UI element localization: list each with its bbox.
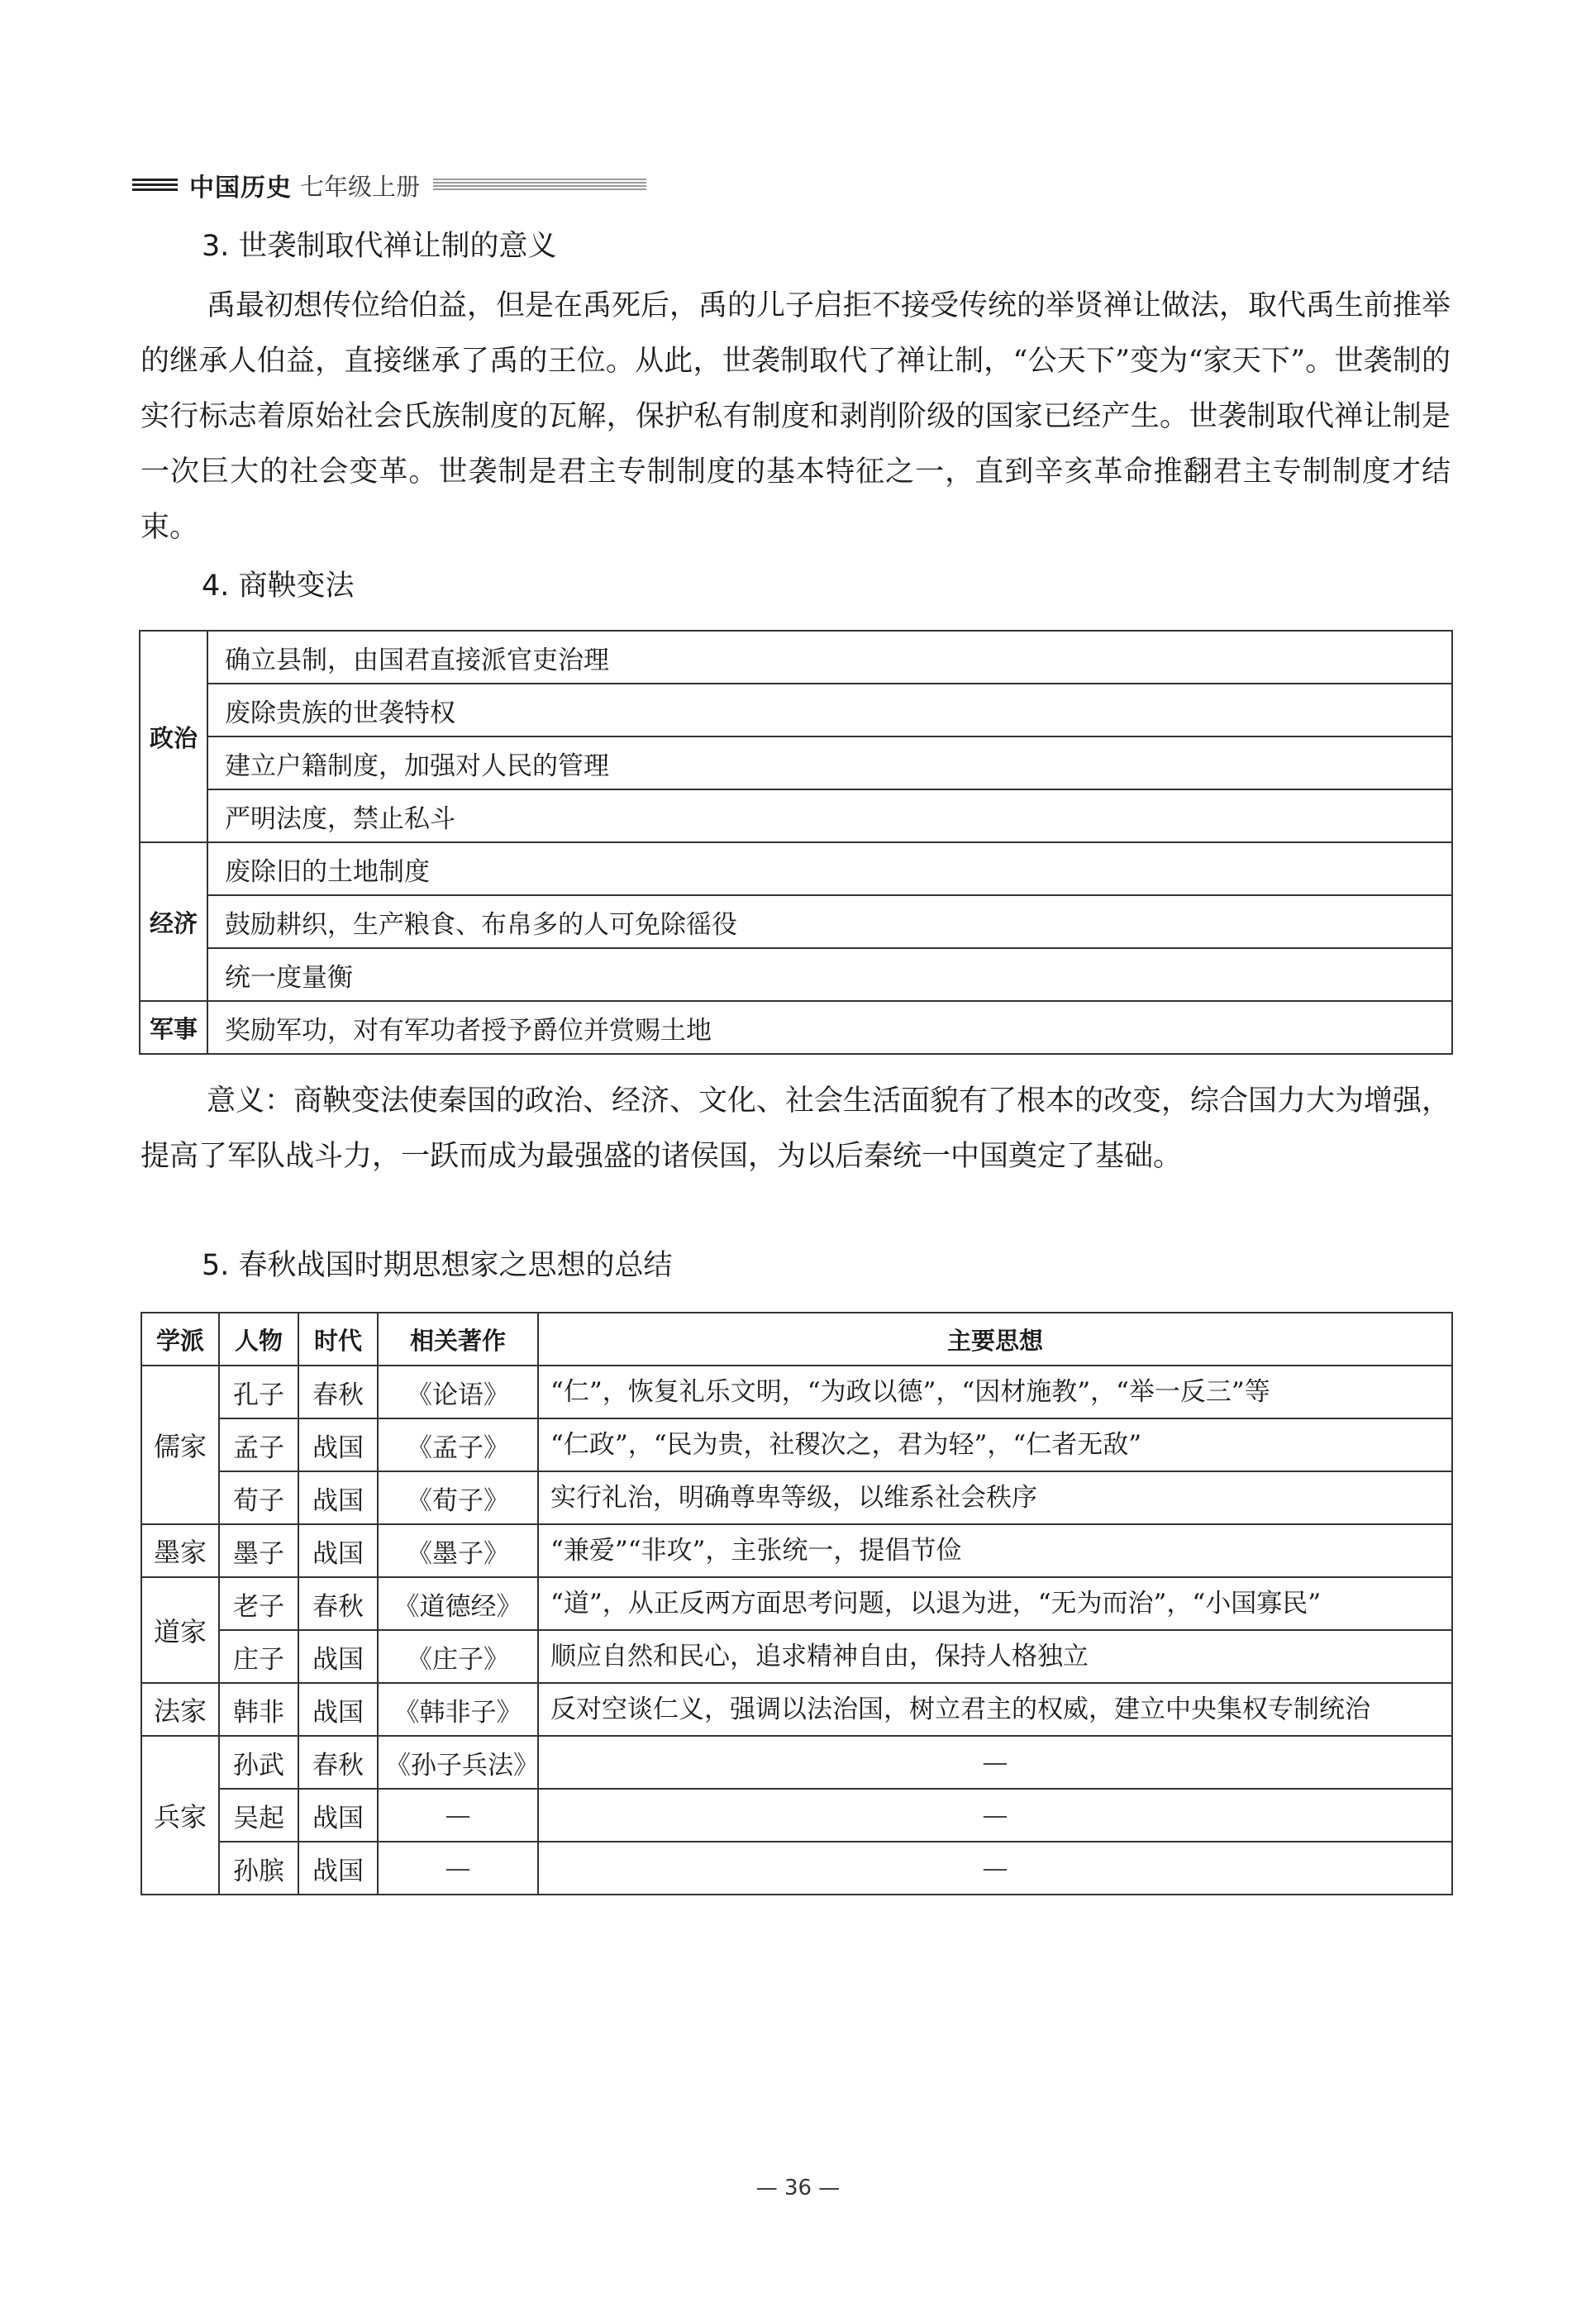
idea-cell: “仁”，恢复礼乐文明，“为政以德”，“因材施教”，“举一反三”等 — [538, 1366, 1452, 1418]
person-cell: 孙膑 — [219, 1842, 298, 1895]
reform-item: 建立户籍制度，加强对人民的管理 — [207, 737, 1452, 789]
reform-item: 鼓励耕织，生产粮食、布帛多的人可免除徭役 — [207, 895, 1452, 948]
reform-category: 军事 — [140, 1001, 207, 1054]
person-cell: 老子 — [219, 1577, 298, 1630]
reform-item: 严明法度，禁止私斗 — [207, 789, 1452, 842]
person-cell: 荀子 — [219, 1471, 298, 1524]
work-cell: 《孙子兵法》 — [378, 1736, 538, 1789]
school-cell: 法家 — [141, 1683, 219, 1736]
page-number: — 36 — — [755, 2176, 841, 2200]
era-cell: 战国 — [298, 1842, 378, 1895]
person-cell: 庄子 — [219, 1630, 298, 1683]
idea-cell: “道”，从正反两方面思考问题，以退为进，“无为而治”，“小国寡民” — [538, 1577, 1452, 1630]
table-row — [141, 1789, 1452, 1842]
era-cell: 春秋 — [298, 1577, 378, 1630]
work-cell: 《论语》 — [378, 1366, 538, 1418]
person-cell: 孟子 — [219, 1418, 298, 1471]
header-rule-decoration — [433, 179, 646, 192]
header-grade: 七年级上册 — [300, 172, 421, 201]
school-cell: 儒家 — [141, 1366, 219, 1524]
work-cell: 《韩非子》 — [378, 1683, 538, 1736]
work-cell: — — [378, 1842, 538, 1895]
table-row — [141, 1736, 1452, 1789]
work-cell: 《庄子》 — [378, 1630, 538, 1683]
page-header — [132, 169, 646, 202]
work-cell: — — [378, 1789, 538, 1842]
thinkers-summary-table — [141, 1312, 1453, 1895]
era-cell: 春秋 — [298, 1736, 378, 1789]
header-school: 学派 — [141, 1313, 219, 1366]
reform-item: 统一度量衡 — [207, 948, 1452, 1001]
table-row — [141, 1577, 1452, 1630]
idea-cell: — — [538, 1736, 1452, 1789]
person-cell: 韩非 — [219, 1683, 298, 1736]
idea-cell: 顺应自然和民心，追求精神自由，保持人格独立 — [538, 1630, 1452, 1683]
header-work: 相关著作 — [378, 1313, 538, 1366]
reform-item: 奖励军功，对有军功者授予爵位并赏赐土地 — [207, 1001, 1452, 1054]
table-row — [140, 789, 1452, 842]
table-row — [141, 1418, 1452, 1471]
work-cell: 《道德经》 — [378, 1577, 538, 1630]
era-cell: 战国 — [298, 1683, 378, 1736]
reform-category: 政治 — [140, 631, 207, 842]
person-cell: 孙武 — [219, 1736, 298, 1789]
idea-cell: 实行礼治，明确尊卑等级，以维系社会秩序 — [538, 1471, 1452, 1524]
section-4-heading: 4. 商鞅变法 — [202, 570, 355, 603]
idea-cell: “仁政”，“民为贵，社稷次之，君为轻”，“仁者无敌” — [538, 1418, 1452, 1471]
work-cell: 《孟子》 — [378, 1418, 538, 1471]
table-row — [141, 1630, 1452, 1683]
reform-item: 废除贵族的世袭特权 — [207, 684, 1452, 737]
table-row — [141, 1683, 1452, 1736]
section-3-body: 禹最初想传位给伯益，但是在禹死后，禹的儿子启拒不接受传统的举贤禅让做法，取代禹生前推举的继承人伯益，直接继承了禹的王位。从此，世袭制取代了禅让制，“公天下”变为“家天下”。世袭制的实行标志着原始社会氏族制度的瓦解，保护私有制度和剥削阶级的国家已经产生。世袭制取代禅让制是一次巨大的社会变革。世袭制是君主专制制度的基本特征之一，直到辛亥革命推翻君主专制制度才结束。 — [141, 289, 1451, 544]
school-cell: 兵家 — [141, 1736, 219, 1895]
table-row — [140, 1001, 1452, 1054]
table-row — [140, 737, 1452, 789]
table-row — [140, 631, 1452, 684]
idea-cell: — — [538, 1789, 1452, 1842]
table-row — [141, 1524, 1452, 1577]
idea-cell: — — [538, 1842, 1452, 1895]
table-row — [140, 842, 1452, 895]
shang-yang-reform-table — [139, 630, 1453, 1055]
work-cell: 《荀子》 — [378, 1471, 538, 1524]
header-idea: 主要思想 — [538, 1313, 1452, 1366]
school-cell: 墨家 — [141, 1524, 219, 1577]
person-cell: 孔子 — [219, 1366, 298, 1418]
reform-item: 确立县制，由国君直接派官吏治理 — [207, 631, 1452, 684]
era-cell: 战国 — [298, 1471, 378, 1524]
table-header-row — [141, 1313, 1452, 1366]
idea-cell: “兼爱”“非攻”，主张统一，提倡节俭 — [538, 1524, 1452, 1577]
table-row — [140, 895, 1452, 948]
table-row — [141, 1842, 1452, 1895]
person-cell: 墨子 — [219, 1524, 298, 1577]
section-5-heading: 5. 春秋战国时期思想家之思想的总结 — [202, 1249, 673, 1282]
table-row — [141, 1471, 1452, 1524]
idea-cell: 反对空谈仁义，强调以法治国，树立君主的权威，建立中央集权专制统治 — [538, 1683, 1452, 1736]
header-era: 时代 — [298, 1313, 378, 1366]
work-cell: 《墨子》 — [378, 1524, 538, 1577]
person-cell: 吴起 — [219, 1789, 298, 1842]
section-3-heading: 3. 世袭制取代禅让制的意义 — [202, 230, 557, 263]
school-cell: 道家 — [141, 1577, 219, 1683]
era-cell: 春秋 — [298, 1366, 378, 1418]
header-person: 人物 — [219, 1313, 298, 1366]
table-row — [140, 684, 1452, 737]
reform-item: 废除旧的土地制度 — [207, 842, 1452, 895]
header-subject: 中国历史 — [189, 174, 292, 203]
era-cell: 战国 — [298, 1418, 378, 1471]
section-4-significance: 意义：商鞅变法使秦国的政治、经济、文化、社会生活面貌有了根本的改变，综合国力大为增强，提高了军队战斗力，一跃而成为最强盛的诸侯国，为以后秦统一中国奠定了基础。 — [141, 1084, 1451, 1173]
table-row — [141, 1366, 1452, 1418]
header-bars-decoration — [132, 179, 178, 192]
era-cell: 战国 — [298, 1789, 378, 1842]
era-cell: 战国 — [298, 1524, 378, 1577]
era-cell: 战国 — [298, 1630, 378, 1683]
table-row — [140, 948, 1452, 1001]
reform-category: 经济 — [140, 842, 207, 1001]
